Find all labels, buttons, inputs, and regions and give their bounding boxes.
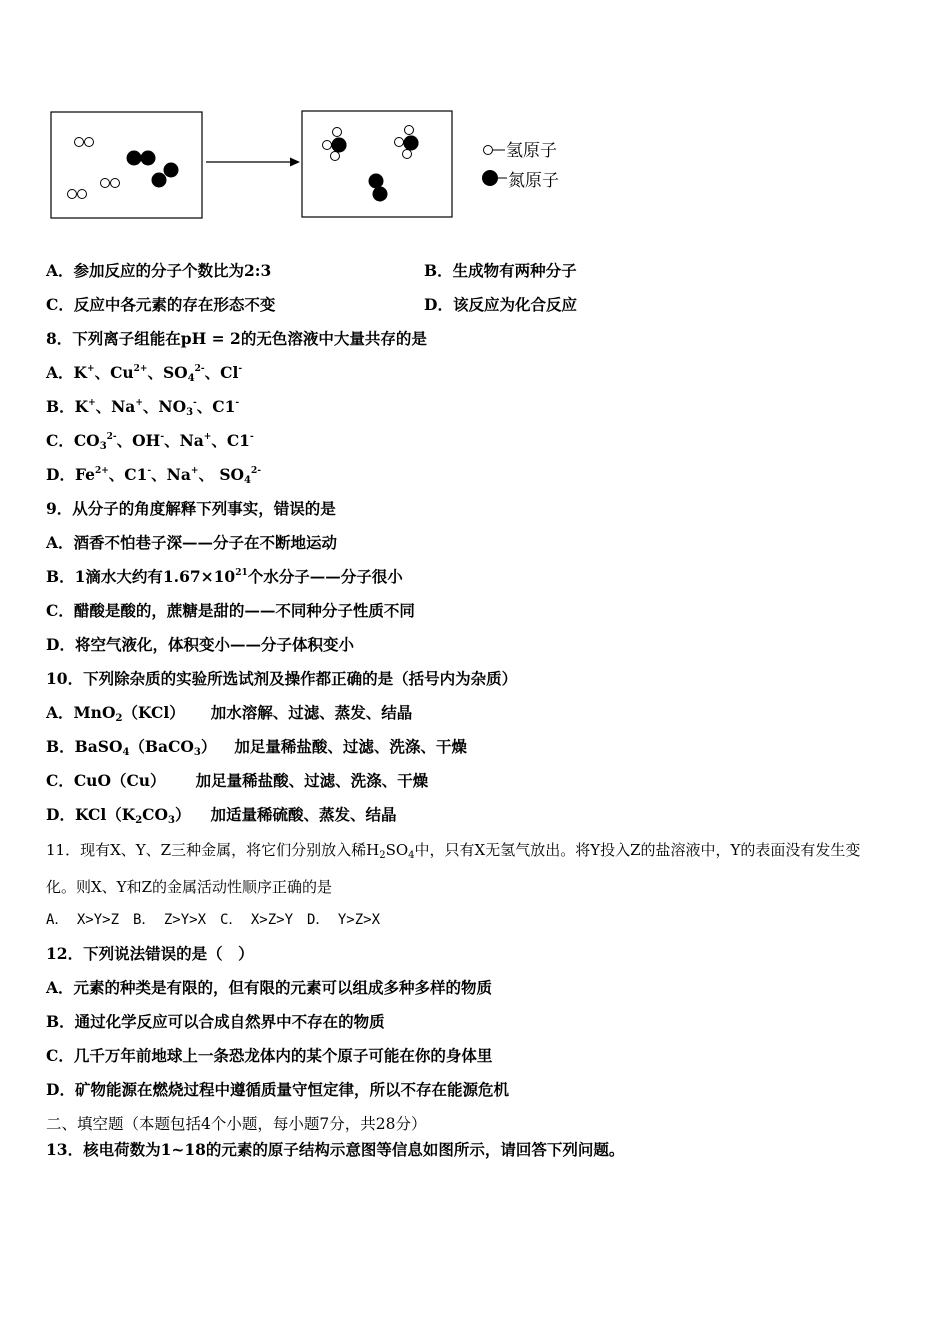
reaction-arrow <box>206 158 300 167</box>
q7-option-d: D．该反应为化合反应 <box>424 295 577 314</box>
hydrogen-molecule <box>75 138 94 147</box>
ammonia-molecule <box>323 128 347 161</box>
hydrogen-molecule <box>101 179 120 188</box>
q10-option-a: A．MnO$_2$（KCl） 加水溶解、过滤、蒸发、结晶 <box>46 703 413 724</box>
reactants-box <box>51 112 202 218</box>
legend-hydrogen <box>484 141 558 161</box>
q12-option-d: D．矿物能源在燃烧过程中遵循质量守恒定律，所以不存在能源危机 <box>46 1080 509 1099</box>
q10-option-c: C．CuO（Cu） 加足量稀盐酸、过滤、洗涤、干燥 <box>46 771 429 790</box>
q8-stem: 8．下列离子组能在pH = 2的无色溶液中大量共存的是 <box>46 329 427 348</box>
q12-option-b: B．通过化学反应可以合成自然界中不存在的物质 <box>46 1012 385 1031</box>
q10-option-b: B．BaSO$_4$（BaCO$_3$） 加足量稀盐酸、过滤、洗涤、干燥 <box>46 737 467 758</box>
legend-nitrogen <box>482 170 559 191</box>
q10-option-d: D．$KCl(K_2CO_3)$ 加适量稀硫酸、蒸发、结晶 <box>46 805 397 826</box>
q13-stem: 13．核电荷数为1~18的元素的原子结构示意图等信息如图所示，请回答下列问题。 <box>46 1140 625 1159</box>
legend-nitrogen-label: 氮原子 <box>508 171 559 191</box>
q9-option-d: D．将空气液化，体积变小——分子体积变小 <box>46 635 354 654</box>
q11-options: A． X>Y>Z B． Z>Y>X C． X>Z>Y D． Y>Z>X <box>46 912 381 928</box>
q7-option-a: A．参加反应的分子个数比为2:3 <box>46 261 272 280</box>
products-box <box>302 111 452 217</box>
q9-option-b: B．1滴水大约有$1.67\times 10^{21}$个水分子——分子很小 <box>46 567 403 586</box>
q11-stem-line-2: 化。则X、Y和Z的金属活动性顺序正确的是 <box>46 878 333 896</box>
q9-stem: 9．从分子的角度解释下列事实，错误的是 <box>46 499 336 518</box>
legend-hydrogen-label: 氢原子 <box>506 141 557 161</box>
q12-option-a: A．元素的种类是有限的，但有限的元素可以组成多种多样的物质 <box>46 978 493 997</box>
q12-option-c: C．几千万年前地球上一条恐龙体内的某个原子可能在你的身体里 <box>46 1046 493 1065</box>
q11-stem-line-1: 11．现有X、Y、Z三种金属，将它们分别放入稀$H_2SO_4$中，只有X无氢气放出。将Y投入Z的盐溶液中，Y的表面没有发生变 <box>46 841 861 861</box>
q7-option-row-1 <box>46 261 577 281</box>
q10-stem: 10．下列除杂质的实验所选试剂及操作都正确的是（括号内为杂质） <box>46 669 518 688</box>
q7-option-c: C．反应中各元素的存在形态不变 <box>46 295 276 314</box>
section-2-heading: 二、填空题（本题包括4个小题，每小题7分，共28分） <box>46 1115 427 1133</box>
q7-option-row-2 <box>46 295 577 315</box>
hydrogen-molecule <box>68 190 87 199</box>
q12-stem: 12．下列说法错误的是（ ） <box>46 944 254 963</box>
q8-option-c: C．$CO_3^{2-}$、OH-、Na+、C1- <box>46 431 254 452</box>
ammonia-molecule <box>395 126 419 159</box>
q7-option-b: B．生成物有两种分子 <box>424 261 577 280</box>
q9-option-c: C．醋酸是酸的，蔗糖是甜的——不同种分子性质不同 <box>46 601 415 620</box>
q8-option-b: B．K+、Na+、$NO_3^-$、C1- <box>46 397 240 418</box>
nitrogen-molecule <box>127 151 156 166</box>
nitrogen-molecule <box>152 163 179 188</box>
hydrogen-atom-icon <box>484 146 493 155</box>
q9-option-a: A．酒香不怕巷子深——分子在不断地运动 <box>46 533 338 552</box>
nitrogen-molecule <box>369 174 388 202</box>
reaction-diagram <box>50 110 580 225</box>
q8-option-d: D．$Fe^{2+}$、C1-、Na+、 $SO_4^{2-}$ <box>46 465 261 486</box>
q8-option-a: A．K+、$Cu^{2+}$、$SO_4^{2-}$、Cl- <box>46 363 243 384</box>
nitrogen-atom-icon <box>482 170 498 186</box>
